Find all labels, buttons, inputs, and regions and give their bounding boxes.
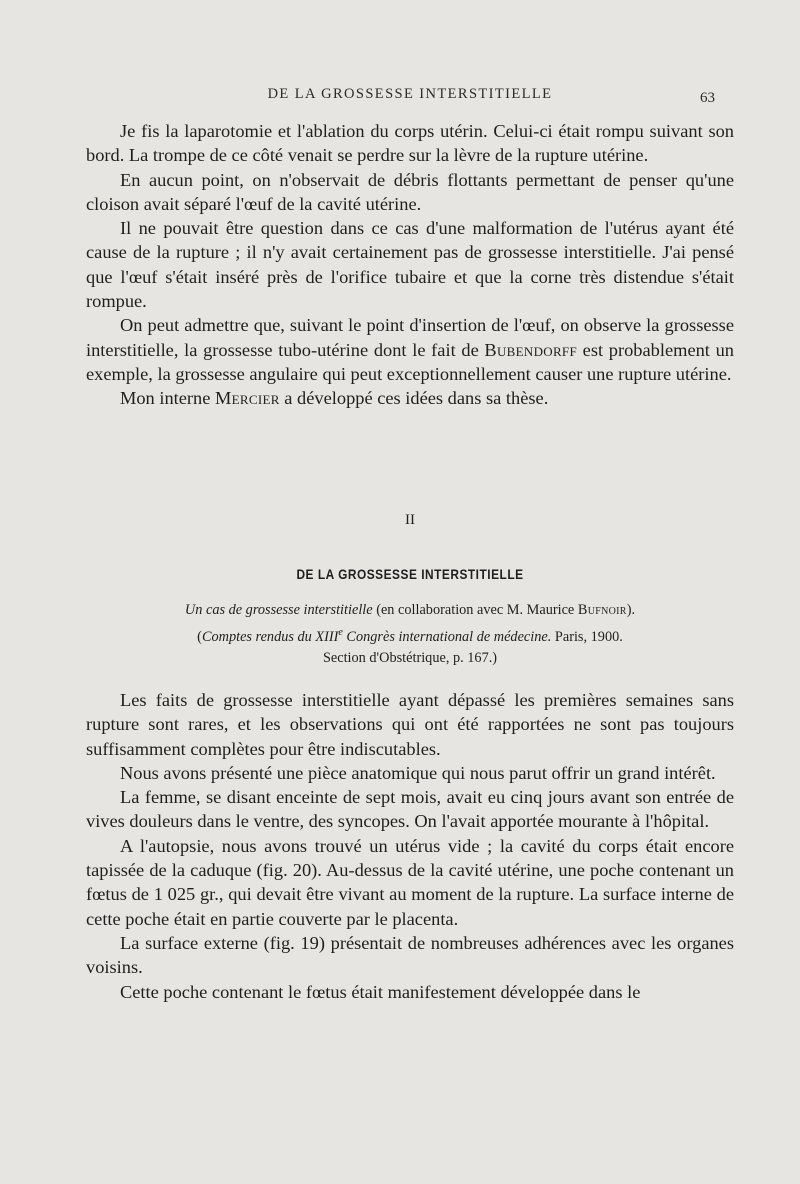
page-number: 63 — [700, 90, 715, 106]
paragraph: Les faits de grossesse interstitielle ayant dépassé les premières semaines sans rupture sont rares, et les observations qui ont été rapportées ne sont pas toujours suffisamment complètes pour être indiscutables. — [86, 690, 734, 759]
paragraph: On peut admettre que, suivant le point d'insertion de l'œuf, on observe la grossesse interstitielle, la grossesse tubo-utérine dont le fait de Bubendorff est probablement un exemple, la grossesse angulaire qui peut exceptionnellement causer une rupture utérine. — [86, 315, 734, 384]
body-text-top — [86, 119, 734, 411]
paragraph: Mon interne Mercier a développé ces idées dans sa thèse. — [120, 388, 549, 409]
author-name: Bufnoir — [577, 602, 627, 618]
paragraph: Il ne pouvait être question dans ce cas d'une malformation de l'utérus ayant été cause de la rupture ; il n'y avait certainement pas de grossesse interstitielle. J'ai pensé que l'œuf s'était inséré près de l'orifice tubaire et que la corne très distendue s'était rompue. — [86, 218, 734, 312]
paragraph: Je fis la laparotomie et l'ablation du corps utérin. Celui-ci était rompu suivant son bord. La trompe de ce côté venait se perdre sur la lèvre de la rupture utérine. — [86, 121, 734, 166]
paragraph: La femme, se disant enceinte de sept mois, avait eu cinq jours avant son entrée de vives douleurs dans le ventre, des syncopes. On l'avait apportée mourante à l'hôpital. — [86, 787, 734, 832]
paragraph: A l'autopsie, nous avons trouvé un utérus vide ; la cavité du corps était encore tapissée de la caduque (fig. 20). Au-dessus de la cavité utérine, une poche contenant un fœtus de 1 025 gr., qui devait être vivant au moment de la rupture. La surface interne de cette poche était en partie couverte par le placenta. — [86, 835, 734, 929]
running-title: DE LA GROSSESSE INTERSTITIELLE — [267, 86, 553, 102]
citation — [86, 600, 734, 669]
citation-line: Un cas de grossesse interstitielle (en collaboration avec M. Maurice Bufnoir). — [184, 602, 636, 618]
citation-line: Section d'Obstétrique, p. 167.) — [322, 649, 498, 666]
paragraph: Cette poche contenant le fœtus était manifestement développée dans le — [120, 981, 641, 1002]
author-name: Bubendorff — [484, 339, 577, 360]
author-name: Mercier — [215, 388, 280, 409]
section-number: II — [405, 512, 415, 528]
body-text-bottom — [86, 688, 734, 1004]
citation-line: (Comptes rendus du XIIIe Congrès international de médecine. Paris, 1900. — [197, 626, 623, 645]
paragraph: En aucun point, on n'observait de débris flottants permettant de penser qu'une cloison avait séparé l'œuf de la cavité utérine. — [86, 169, 734, 214]
section-heading: DE LA GROSSESSE INTERSTITIELLE — [296, 566, 524, 582]
paragraph: La surface externe (fig. 19) présentait de nombreuses adhérences avec les organes voisins. — [86, 932, 734, 978]
paragraph: Nous avons présenté une pièce anatomique qui nous parut offrir un grand intérêt. — [120, 762, 716, 783]
